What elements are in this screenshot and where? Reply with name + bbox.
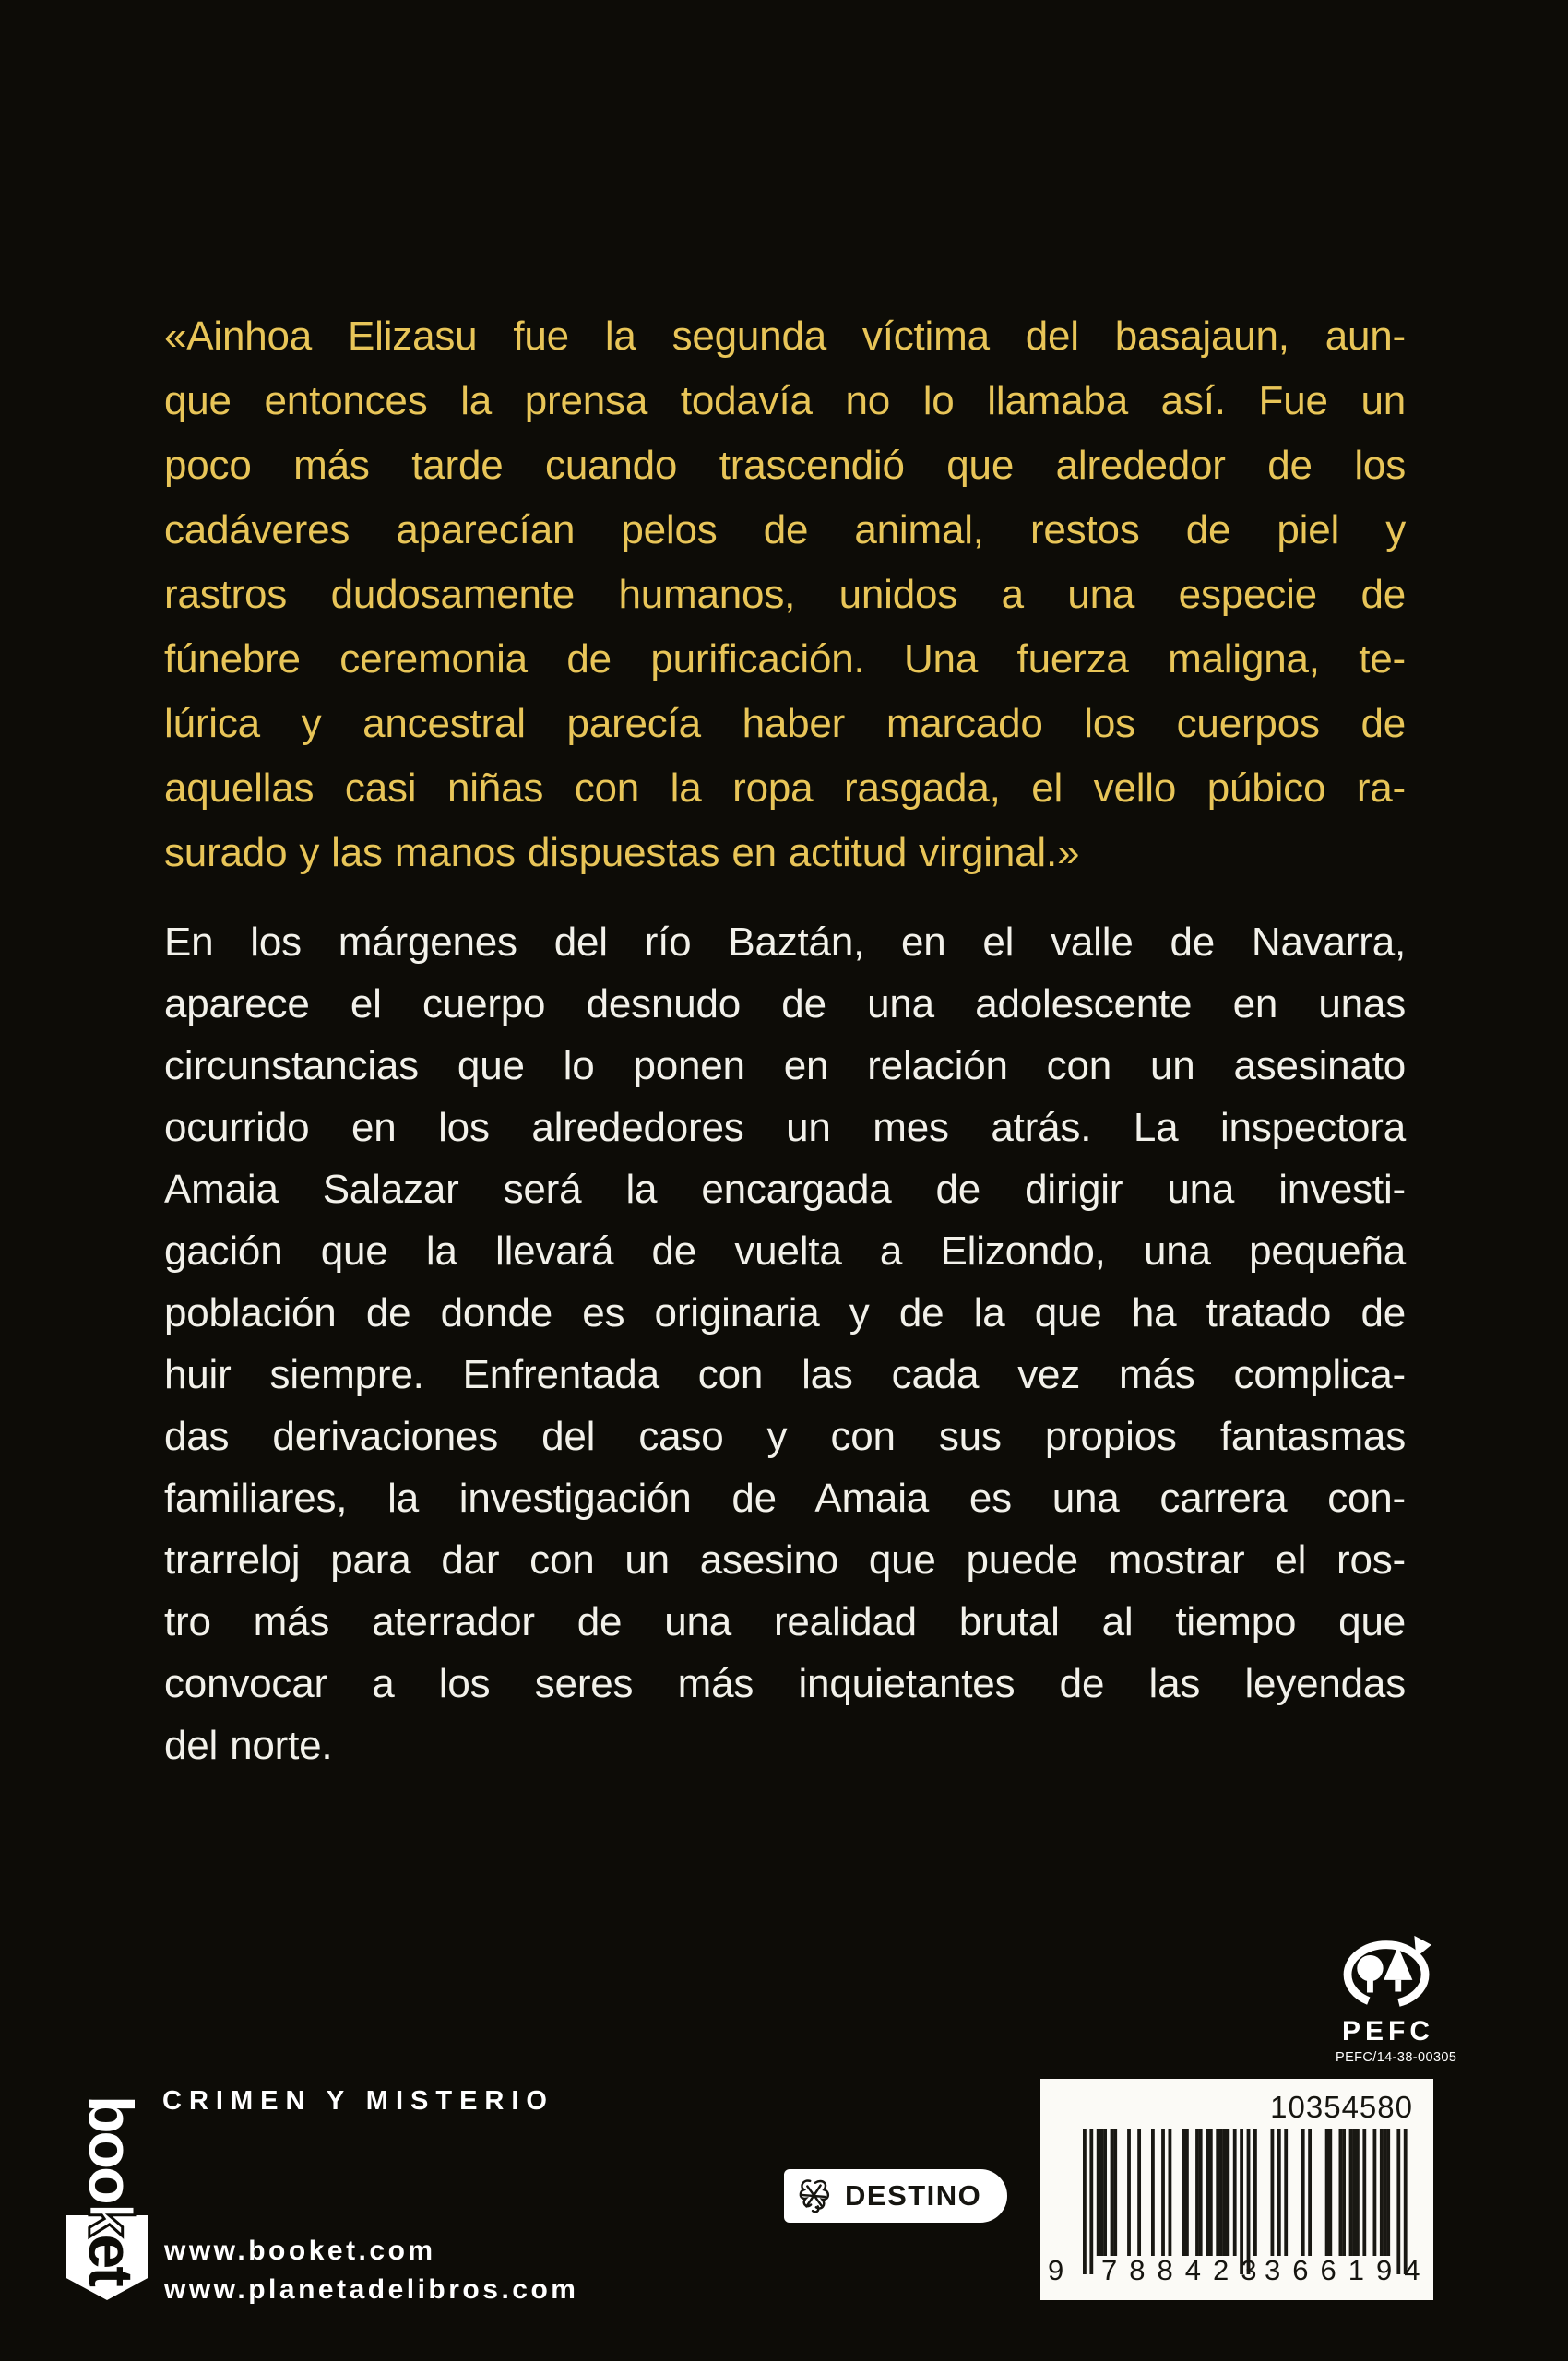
text-line: poco más tarde cuando trascendió que alrededor de los	[164, 443, 1406, 488]
ean-digit-lead: 9	[1048, 2254, 1064, 2286]
barcode-panel	[1040, 2079, 1433, 2300]
text-line: cadáveres aparecían pelos de animal, restos de piel y	[164, 507, 1406, 552]
pefc-trees-icon	[1343, 1933, 1433, 2012]
text-line: del norte.	[164, 1723, 333, 1768]
text-line: aquellas casi niñas con la ropa rasgada, el vello púbico ra-	[164, 765, 1406, 811]
text-line: lúrica y ancestral parecía haber marcado los cuerpos de	[164, 701, 1406, 746]
text-line: «Ainhoa Elizasu fue la segunda víctima del basajaun, aun-	[164, 314, 1406, 359]
text-line: Amaia Salazar será la encargada de dirigir una investi-	[164, 1167, 1406, 1212]
pefc-cert-number: PEFC/14-38-00305	[1336, 2050, 1457, 2065]
text-line: familiares, la investigación de Amaia es una carrera con-	[164, 1476, 1406, 1521]
text-line: tro más aterrador de una realidad brutal al tiempo que	[164, 1599, 1406, 1644]
text-line: fúnebre ceremonia de purificación. Una fuerza maligna, te-	[164, 636, 1406, 682]
text-line: población de donde es originaria y de la que ha tratado de	[164, 1290, 1406, 1335]
destino-scribble-icon	[796, 2176, 831, 2216]
quote-paragraph	[164, 304, 1406, 885]
collection-label: CRIMEN Y MISTERIO	[162, 2086, 554, 2116]
text-line: gación que la llevará de vuelta a Elizondo, una pequeña	[164, 1228, 1406, 1274]
text-line: que entonces la prensa todavía no lo llamaba así. Fue un	[164, 378, 1406, 423]
booket-wordmark	[76, 2095, 146, 2284]
booket-wordmark-pocket-letters: et	[76, 2234, 146, 2284]
text-line: ocurrido en los alrededores un mes atrás. La inspectora	[164, 1105, 1406, 1150]
text-line: huir siempre. Enfrentada con las cada vez más complica-	[164, 1352, 1406, 1397]
text-line: En los márgenes del río Baztán, en el valle de Navarra,	[164, 919, 1406, 965]
ean-barcode-icon	[1083, 2129, 1408, 2274]
ean-digit-group-right: 366194	[1265, 2254, 1432, 2286]
text-line: surado y las manos dispuestas en actitud virginal.»	[164, 830, 1080, 875]
pefc-label: PEFC	[1341, 2016, 1434, 2047]
text-line: circunstancias que lo ponen en relación con un asesinato	[164, 1043, 1406, 1088]
text-line: convocar a los seres más inquietantes de las leyendas	[164, 1661, 1406, 1706]
text-line: rastros dudosamente humanos, unidos a una especie de	[164, 572, 1406, 617]
booket-url: www.booket.com	[164, 2236, 436, 2266]
booket-wordmark-top: boo	[76, 2095, 146, 2202]
planetadelibros-url: www.planetadelibros.com	[164, 2274, 579, 2305]
destino-logo	[784, 2169, 1007, 2223]
ean-digit-group-left: 788423	[1101, 2254, 1269, 2286]
synopsis-paragraph	[164, 911, 1406, 1776]
ean-digits	[1040, 2254, 1433, 2291]
booket-wordmark-k: k	[76, 2201, 146, 2235]
destino-label: DESTINO	[845, 2179, 982, 2212]
product-code: 10354580	[1270, 2090, 1413, 2124]
text-line: aparece el cuerpo desnudo de una adolescente en unas	[164, 981, 1406, 1026]
pefc-logo	[1336, 1933, 1457, 2065]
text-line: trarreloj para dar con un asesino que puede mostrar el ros-	[164, 1537, 1406, 1583]
text-line: das derivaciones del caso y con sus propios fantasmas	[164, 1414, 1406, 1459]
